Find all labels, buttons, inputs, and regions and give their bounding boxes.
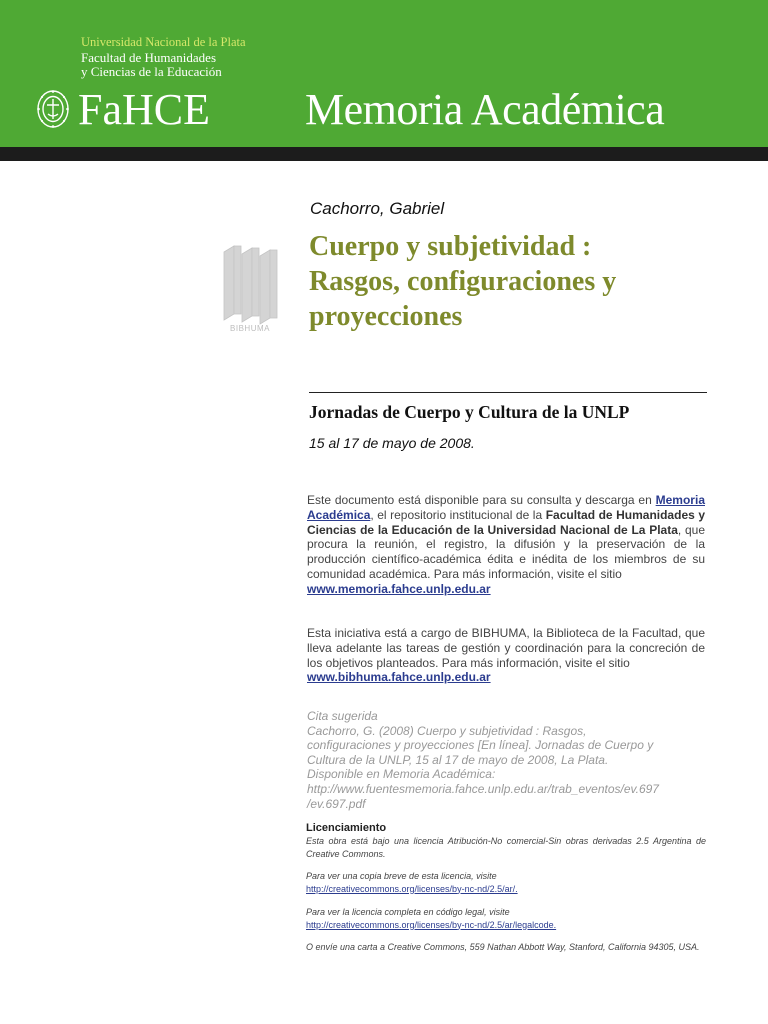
event-dates: 15 al 17 de mayo de 2008. <box>309 435 475 451</box>
citation-line-2: configuraciones y proyecciones [En línea]. Jornadas de Cuerpo y <box>307 738 654 753</box>
bibhuma-paragraph <box>307 626 705 685</box>
title-line-2: Rasgos, configuraciones y <box>309 266 617 297</box>
citation-line-4: Disponible en Memoria Académica: <box>307 767 496 782</box>
citation-line-6: /ev.697.pdf <box>307 796 366 811</box>
license-short-link[interactable]: http://creativecommons.org/licenses/by-nc-nd/2.5/ar/. <box>306 883 518 894</box>
university-name: Universidad Nacional de la Plata <box>81 35 246 49</box>
bibhuma-logo-text: BIBHUMA <box>230 324 270 333</box>
license-short-label: Para ver una copia breve de esta licencia, visite <box>306 871 497 881</box>
license-full-label: Para ver la licencia completa en código legal, visite <box>306 907 510 917</box>
license-heading: Licenciamiento <box>306 822 387 834</box>
event-name: Jornadas de Cuerpo y Cultura de la UNLP <box>309 402 630 422</box>
availability-intro: Este documento está disponible para su consulta y descarga en <box>307 493 652 507</box>
bibhuma-logo-icon <box>214 238 286 334</box>
availability-mid: , el repositorio institucional de la <box>370 507 543 522</box>
memoria-academica-link[interactable]: Memoria Académica <box>307 493 705 522</box>
availability-paragraph <box>307 493 705 597</box>
citation-line-1: Cachorro, G. (2008) Cuerpo y subjetividad : Rasgos, <box>307 723 587 738</box>
citation-heading: Cita sugerida <box>307 709 378 723</box>
suggested-citation <box>307 709 705 811</box>
bibhuma-site-link[interactable]: www.bibhuma.fahce.unlp.edu.ar <box>307 670 491 685</box>
license-full-block <box>306 906 706 931</box>
title-line-3: proyecciones <box>309 301 463 332</box>
license-mail-address: O envíe una carta a Creative Commons, 559 Nathan Abbott Way, Stanford, California 94305, USA. <box>306 942 700 952</box>
faculty-name-line1: Facultad de Humanidades <box>81 50 217 65</box>
faculty-name-line2: y Ciencias de la Educación <box>81 64 222 79</box>
document-author: Cachorro, Gabriel <box>310 199 445 218</box>
license-short-block <box>306 870 706 895</box>
document-title <box>309 229 729 334</box>
institution-name: Facultad de Humanidades y Ciencias de la Educación de la Universidad Nacional de La Plata <box>307 507 705 537</box>
citation-line-3: Cultura de la UNLP, 15 al 17 de mayo de 2008, La Plata. <box>307 752 609 767</box>
university-seal-icon <box>35 88 71 130</box>
citation-line-5: http://www.fuentesmemoria.fahce.unlp.edu.ar/trab_eventos/ev.697 <box>307 781 659 796</box>
title-line-1: Cuerpo y subjetividad : <box>309 231 592 262</box>
availability-rest: , que procura la reunión, el registro, la difusión y la preservación de la producción científico-académica édita e inédita de los miembros de su comunidad académica. Para más información, visite el sitio <box>307 522 705 581</box>
license-text: Esta obra está bajo una licencia Atribución-No comercial-Sin obras derivadas 2.5 Argentina de Creative Commons. <box>306 836 706 859</box>
bibhuma-text: Esta iniciativa está a cargo de BIBHUMA, la Biblioteca de la Facultad, que lleva adelante las tareas de gestión y coordinación para la concreción de los objetivos planteados. Para más información, visite el sitio <box>307 626 705 670</box>
section-rule <box>309 392 707 393</box>
header-divider <box>0 147 768 161</box>
repository-title: Memoria Académica <box>305 85 665 134</box>
license-full-link[interactable]: http://creativecommons.org/licenses/by-nc-nd/2.5/ar/legalcode. <box>306 919 557 930</box>
faculty-acronym: FaHCE <box>78 85 210 134</box>
memoria-site-link[interactable]: www.memoria.fahce.unlp.edu.ar <box>307 581 491 596</box>
